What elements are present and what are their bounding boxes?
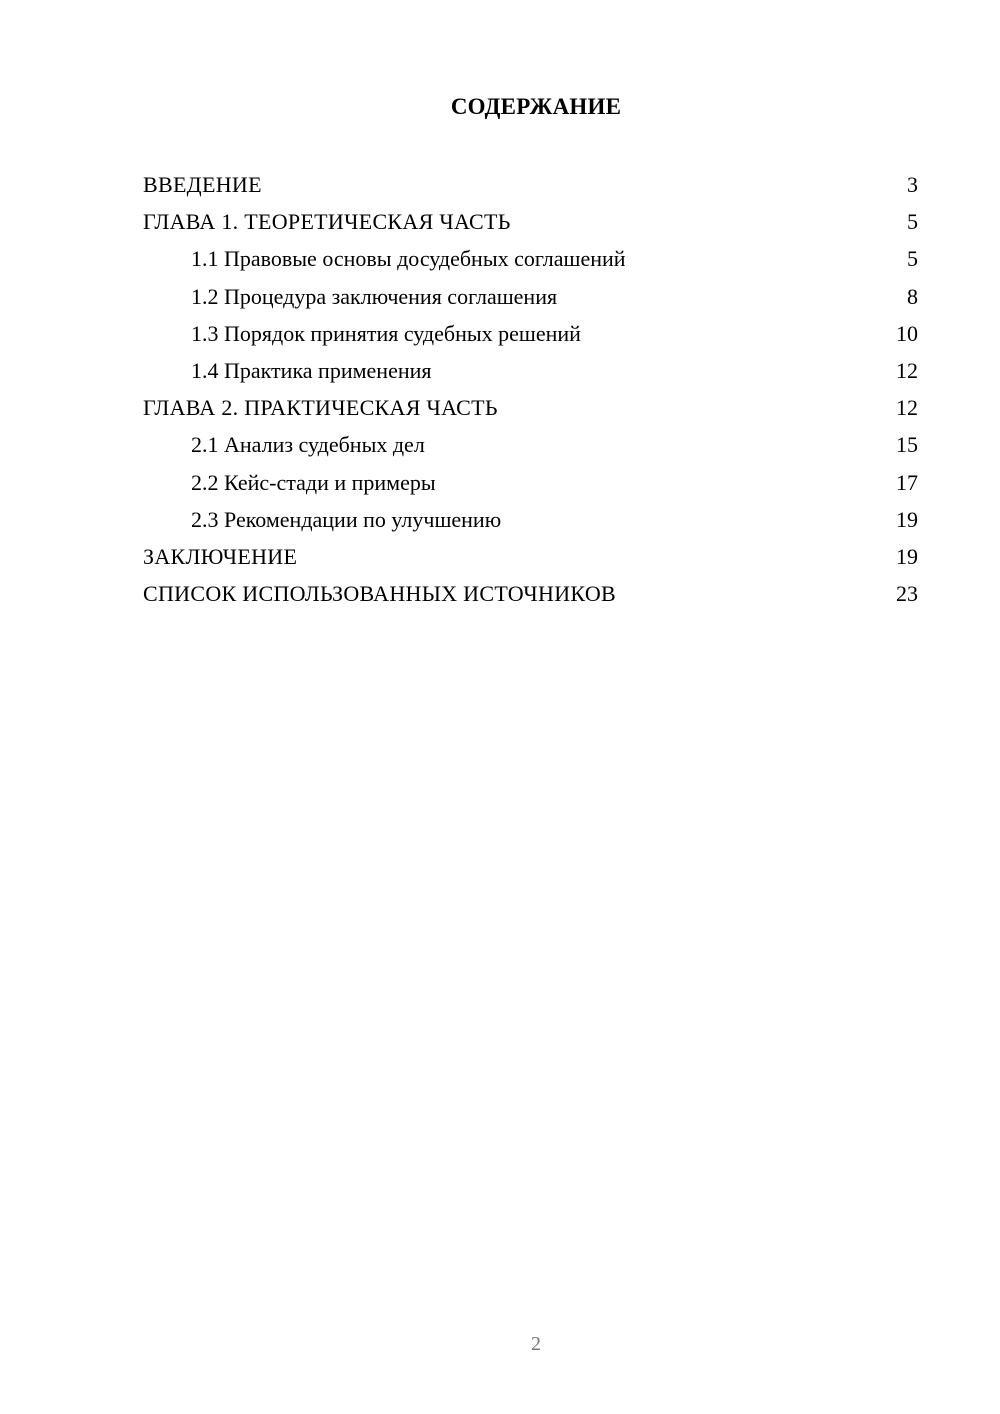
toc-entry-label: 2.1 Анализ судебных дел: [191, 432, 425, 458]
toc-entry-page: 8: [907, 283, 918, 309]
toc-entry[interactable]: [143, 464, 918, 501]
toc-entry-label: ВВЕДЕНИЕ: [143, 172, 262, 197]
toc-entry-page: 15: [896, 432, 918, 458]
toc-title: СОДЕРЖАНИЕ: [450, 94, 622, 119]
toc-entry-page: 19: [896, 543, 918, 569]
toc-entry-label: ГЛАВА 1. ТЕОРЕТИЧЕСКАЯ ЧАСТЬ: [143, 209, 511, 235]
toc-entry[interactable]: [143, 575, 918, 612]
toc-entry[interactable]: [143, 166, 918, 203]
toc-entry-page: 3: [907, 172, 918, 197]
toc-entry-page: 12: [896, 395, 918, 421]
toc-entry-label: 1.2 Процедура заключения соглашения: [191, 283, 558, 309]
toc-entry-label: 1.4 Практика применения: [191, 357, 432, 383]
toc-entry-page: 12: [896, 357, 918, 383]
toc-entry[interactable]: [143, 315, 918, 352]
toc-entry-page: 10: [896, 320, 918, 346]
toc-entry-label: 1.3 Порядок принятия судебных решений: [191, 320, 581, 346]
toc-entry[interactable]: [143, 352, 918, 389]
toc-entry-label: СПИСОК ИСПОЛЬЗОВАННЫХ ИСТОЧНИКОВ: [143, 581, 616, 607]
toc-entry[interactable]: [143, 278, 918, 315]
toc-entry-label: 2.2 Кейс-стади и примеры: [191, 469, 436, 495]
table-of-contents: [143, 166, 918, 612]
toc-entry[interactable]: [143, 426, 918, 463]
toc-entry[interactable]: [143, 538, 918, 575]
toc-entry-page: 23: [896, 581, 918, 607]
page-number: 2: [531, 1333, 541, 1355]
toc-entry-label: 1.1 Правовые основы досудебных соглашений: [191, 246, 626, 272]
toc-entry-page: 5: [907, 246, 918, 272]
toc-entry[interactable]: [143, 389, 918, 426]
toc-entry[interactable]: [143, 501, 918, 538]
toc-entry-page: 19: [896, 506, 918, 532]
toc-entry-label: ЗАКЛЮЧЕНИЕ: [143, 543, 298, 569]
toc-entry[interactable]: [143, 240, 918, 277]
toc-entry-label: 2.3 Рекомендации по улучшению: [191, 506, 502, 532]
toc-entry[interactable]: [143, 203, 918, 240]
toc-entry-page: 17: [896, 469, 918, 495]
toc-entry-label: ГЛАВА 2. ПРАКТИЧЕСКАЯ ЧАСТЬ: [143, 395, 498, 421]
toc-entry-page: 5: [907, 209, 918, 235]
